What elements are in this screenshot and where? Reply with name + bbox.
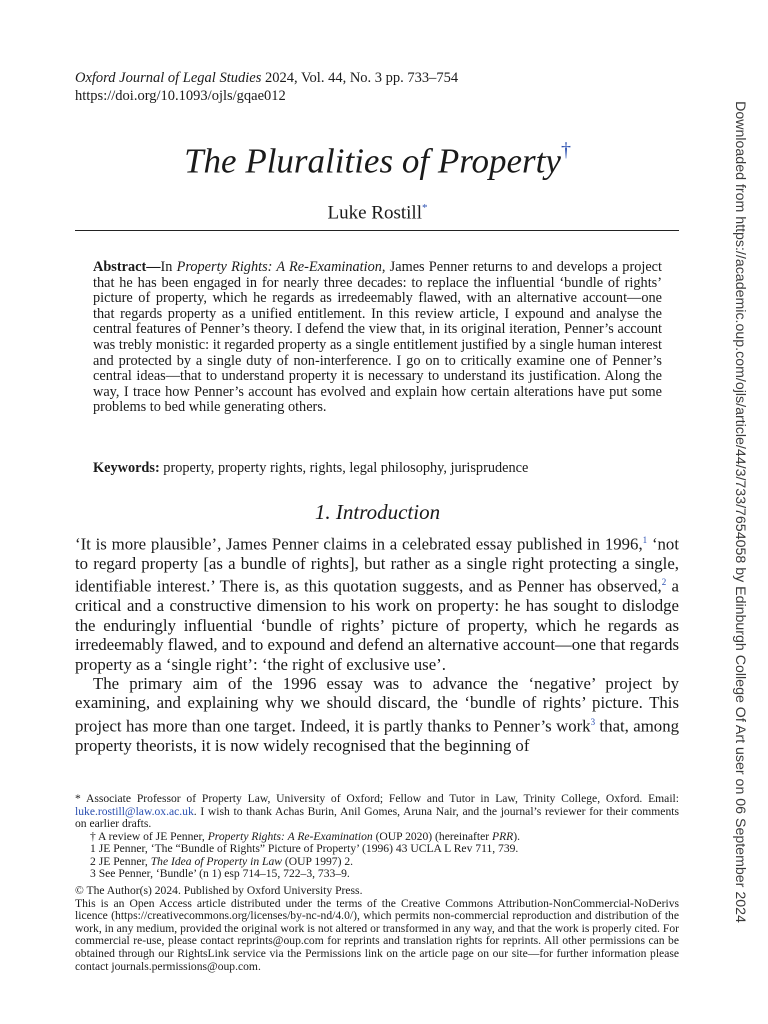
footnote-text: (OUP 1997) 2. <box>282 854 354 868</box>
copyright-line: © The Author(s) 2024. Published by Oxford University Press. <box>75 884 363 897</box>
paragraph-text: The primary aim of the 1996 essay was to advance the ‘negative’ project by examining, and explaining why we should discard, the ‘bundle of rights’ picture. This project has more than one target. Indeed, it is partly thanks to Penner’s work <box>75 674 679 736</box>
footnote-ref-1[interactable]: 1 <box>642 535 648 545</box>
abstract-text-pre: In <box>160 259 177 275</box>
footnote-mark: † <box>90 829 96 843</box>
license-notice <box>75 885 679 973</box>
paragraph-text: ‘It is more plausible’, James Penner claims in a celebrated essay published in 1996, <box>75 534 643 554</box>
title-divider <box>75 230 679 231</box>
citation-volume: 2024, Vol. 44, No. 3 pp. 733–754 <box>261 70 459 86</box>
download-watermark <box>725 101 755 923</box>
title-footnote-mark[interactable]: † <box>560 139 571 161</box>
footnote-book-title: Property Rights: A Re-Examination <box>207 829 373 843</box>
footnotes <box>75 793 679 881</box>
paragraph-text: ‘not to regard property [as a bundle of rights], but rather as a single right protecting a single, identifiable interest.’ There is, as this quotation suggests, and as Penner has observed, <box>75 534 679 596</box>
keywords-list: property, property rights, rights, legal philosophy, jurisprudence <box>159 460 529 476</box>
footnote-abbreviation: PRR <box>492 829 514 843</box>
paragraph-text: that, among property theorists, it is now widely recognised that the beginning of <box>75 716 679 755</box>
footnote-text: ). <box>513 829 521 843</box>
footnote-text: A review of JE Penner, <box>95 829 208 843</box>
footnote-ref-3[interactable]: 3 <box>590 716 596 727</box>
footnote-mark: 1 <box>90 842 96 855</box>
author-email-link[interactable]: luke.rostill@law.ox.ac.uk <box>75 804 194 818</box>
article-title-text: The Pluralities of Property <box>184 141 561 181</box>
abstract-book-title: Property Rights: A Re-Examination <box>176 259 382 275</box>
paragraph <box>75 531 679 674</box>
keywords <box>93 460 662 477</box>
footnote-text: Associate Professor of Property Law, University of Oxford; Fellow and Tutor in Law, Trinity College, Oxford. Email: <box>80 792 679 805</box>
footnote-text: . I wish to thank Achas Burin, Anil Gomes, Aruna Nair, and the journal’s reviewer for their comments on earlier drafts. <box>75 804 679 830</box>
footnote-text: See Penner, ‘Bundle’ (n 1) esp 714–15, 722–3, 733–9. <box>95 867 350 880</box>
abstract-text: , James Penner returns to and develops a project that he has been engaged in for nearly three decades: to replace the influential ‘bundle of rights’ picture of property, which he regards as irredeemably flawed, with an alternative account—one that regards property as a unified entitlement. In this review article, I expound and analyse the central features of Penner’s theory. I defend the view that, in its original iteration, Penner’s account was trebly monistic: it regarded property as a single entitlement justified by a single human interest and protected by a single duty of non-interference. I go on to critically examine one of Penner’s central ideas—that to understand property it is necessary to understand its justification. Along the way, I trace how Penner’s account has evolved and explain how certain alterations have put some problems to bed while generating others. <box>93 259 662 416</box>
download-watermark-text: Downloaded from https://academic.oup.com/ojls/article/44/3/733/7654058 by Edinburgh College Of Art user on 06 September 2024 <box>732 101 748 923</box>
journal-name: Oxford Journal of Legal Studies <box>75 70 262 86</box>
paragraph <box>75 674 679 755</box>
doi-link[interactable]: https://doi.org/10.1093/ojls/gqae012 <box>75 88 286 104</box>
body-text <box>75 531 679 755</box>
footnote-text: (OUP 2020) (hereinafter <box>372 829 493 843</box>
footnote-star <box>75 793 679 831</box>
footnote-mark: 3 <box>90 867 96 880</box>
footnote-mark: 2 <box>90 854 96 868</box>
paragraph-text: a critical and a constructive dimension to his work on property: he has sought to dislodge the enduringly influential ‘bundle of rights’ picture of property, which he regards as irredeemably flawed, and to expound and defend an alternative account—one that regards property as a ‘single right’: ‘the right of exclusive use’. <box>75 577 679 674</box>
license-text: This is an Open Access article distributed under the terms of the Creative Commons Attribution-NonCommercial-NoDerivs licence (https://creativecommons.org/licenses/by-nc-nd/4.0/), which permits non-commercial reproduction and distribution of the work, in any medium, provided the original work is not altered or transformed in any way, and that the work is properly cited. For commercial re-use, please contact reprints@oup.com for reprints and translation rights for reprints. All other permissions can be obtained through our RightsLink service via the Permissions link on the article page on our site—for further information please contact journals.permissions@oup.com. <box>75 896 679 973</box>
author-name-text: Luke Rostill <box>327 202 422 224</box>
footnote-book-title: The Idea of Property in Law <box>150 854 282 868</box>
author-footnote-mark[interactable]: * <box>421 202 428 214</box>
article-title <box>0 133 755 183</box>
keywords-label: Keywords: <box>93 460 160 476</box>
abstract <box>93 260 662 416</box>
section-heading: 1. Introduction <box>314 500 441 524</box>
journal-citation <box>75 70 458 87</box>
footnote-3 <box>75 868 679 881</box>
footnote-text: JE Penner, <box>95 854 151 868</box>
abstract-label: Abstract— <box>93 259 161 275</box>
author-name <box>0 197 755 224</box>
footnote-text: JE Penner, ‘The “Bundle of Rights” Picture of Property’ (1996) 43 UCLA L Rev 711, 739. <box>95 842 519 855</box>
footnote-mark: * <box>75 792 81 805</box>
footnote-ref-2[interactable]: 2 <box>661 577 667 588</box>
